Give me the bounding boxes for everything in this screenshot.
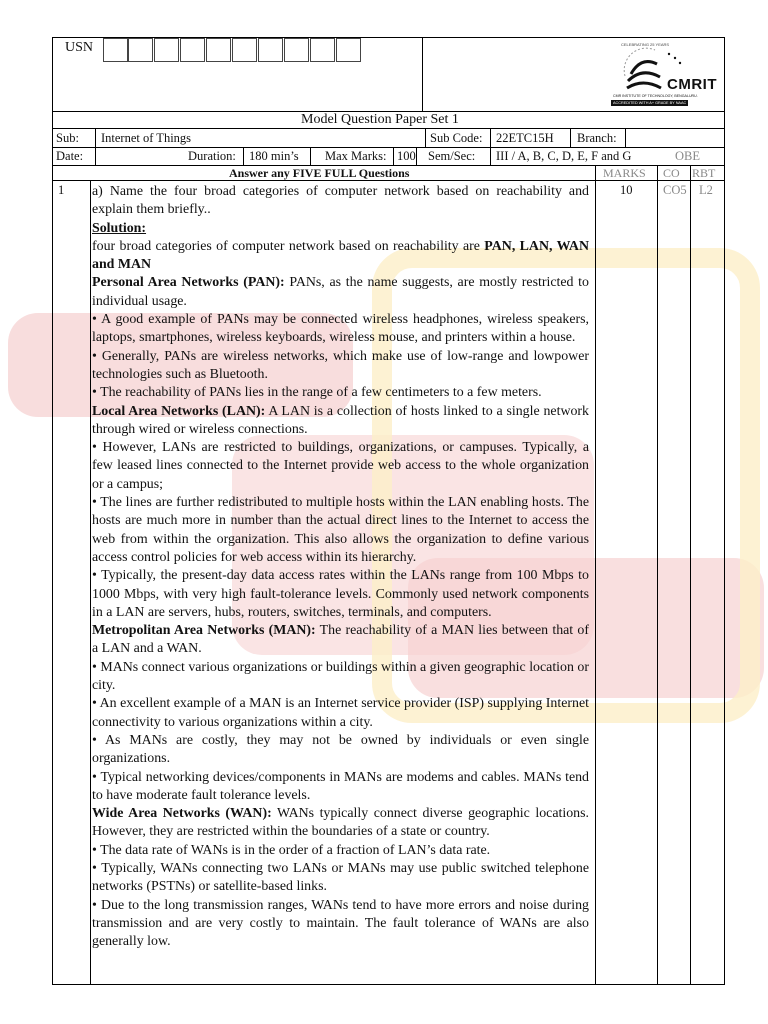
duration-label: Duration: <box>188 149 236 163</box>
institute-logo <box>603 40 721 110</box>
question-marks: 10 <box>620 183 633 197</box>
intro <box>92 238 589 275</box>
solution-label: Solution: <box>92 220 147 236</box>
semsec-value: III / A, B, C, D, E, F and G <box>496 149 632 163</box>
sub-value: Internet of Things <box>101 131 192 145</box>
subcode-value: 22ETC15H <box>496 131 554 145</box>
lan-text: A LAN is a collection of hosts linked to a single network through wired or wireless connections. <box>92 403 589 437</box>
maxmarks-label: Max Marks: <box>325 149 387 163</box>
wan-bullet-2: • Typically, WANs connecting two LANs or MANs may use public switched telephone networks (PSTNs) or satellite-based links. <box>92 860 589 895</box>
pan-bullet-3: • The reachability of PANs lies in the range of a few centimeters to a few meters. <box>92 385 542 401</box>
lan-heading: Local Area Networks (LAN): <box>92 403 266 419</box>
answer-body <box>92 183 589 951</box>
intro-bold: PAN, LAN, WAN and MAN <box>92 238 589 273</box>
col-marks: MARKS <box>603 166 646 180</box>
wan-para <box>92 805 589 842</box>
man-bullet-4: • Typical networking devices/components in MANs are modems and cables. MANs tend to have moderate fault tolerance levels. <box>92 769 589 803</box>
man-bullet-1: • MANs connect various organizations or buildings within a given geographic location or city. <box>92 659 589 694</box>
lan-bullet-3: • Typically, the present-day data access rates within the LANs range from 100 Mbps to 1000 Mbps, with very high fault-tolerance levels. Commonly used network components in a LAN are servers, hubs, routers, switches, terminals, and computers. <box>92 568 589 620</box>
pan-heading: Personal Area Networks (PAN): <box>92 275 285 291</box>
semsec-label: Sem/Sec: <box>428 149 476 163</box>
intro-text: four broad categories of computer network based on reachability are <box>92 238 485 254</box>
instruction: Answer any FIVE FULL Questions <box>229 166 410 180</box>
maxmarks-value: 100 <box>397 149 416 163</box>
wan-bullet-3: • Due to the long transmission ranges, WANs tend to have more errors and noise during transmission and are very costly to maintain. The fault tolerance of WANs are also generally low. <box>92 897 589 950</box>
pan-bullet-1: • A good example of PANs may be connected wireless headphones, wireless speakers, laptops, smartphones, wireless keyboards, wireless mouse, and printers within a house. <box>92 312 589 346</box>
pan-text: PANs, as the name suggests, are mostly restricted to individual usage. <box>92 275 589 309</box>
man-text: The reachability of a MAN lies between that of a LAN and a WAN. <box>92 623 589 657</box>
pan-para <box>92 274 589 311</box>
usn-label: USN <box>65 40 94 55</box>
wan-text: WANs typically connect diverse geographic locations. However, they are restricted within the boundaries of a state or country. <box>92 806 589 840</box>
man-heading: Metropolitan Area Networks (MAN): <box>92 623 316 639</box>
wan-bullet-1: • The data rate of WANs is in the order of a fraction of LAN’s data rate. <box>92 842 491 858</box>
obe-label: OBE <box>675 149 700 163</box>
question-co: CO5 <box>663 183 687 197</box>
man-bullet-3: • As MANs are costly, they may not be owned by individuals or even single organizations. <box>92 732 589 767</box>
logo-brand: CMRIT <box>667 76 717 93</box>
question-number: 1 <box>58 183 65 197</box>
wan-heading: Wide Area Networks (WAN): <box>92 806 272 822</box>
lan-bullet-1: • However, LANs are restricted to buildings, organizations, or campuses. Typically, a few leased lines connected to the Internet provide web access to the whole organization or a campus; <box>92 440 589 492</box>
paper-title: Model Question Paper Set 1 <box>301 112 459 127</box>
pan-bullet-2: • Generally, PANs are wireless networks, which make use of low-range and lowpower technologies such as Bluetooth. <box>92 348 589 382</box>
subcode-label: Sub Code: <box>430 131 483 145</box>
lan-bullet-2: • The lines are further redistributed to multiple hosts within the LAN enabling hosts. The hosts are much more in number than the actual direct lines to the Internet to access the web from within the organization. This also allows the organization to define various access control policies for web access within its hierarchy. <box>92 495 589 565</box>
question-rbt: L2 <box>699 183 713 197</box>
logo-accreditation: ACCREDITED WITH A+ GRADE BY NAAC <box>613 101 687 105</box>
col-co: CO <box>663 166 680 180</box>
lan-para <box>92 403 589 440</box>
branch-label: Branch: <box>577 131 617 145</box>
logo-ring-text: CELEBRATING 25 YEARS <box>621 42 670 47</box>
man-bullet-2: • An excellent example of a MAN is an Internet service provider (ISP) supplying Internet connectivity to various organizations within a city. <box>92 696 589 730</box>
logo-institute: CMR INSTITUTE OF TECHNOLOGY, BENGALURU. <box>613 94 698 98</box>
sub-label: Sub: <box>56 131 79 145</box>
man-para <box>92 622 589 659</box>
date-label: Date: <box>56 149 84 163</box>
col-rbt: RBT <box>692 166 716 180</box>
question-text: a) Name the four broad categories of computer network based on reachability and explain them briefly.. <box>92 184 589 218</box>
duration-value: 180 min’s <box>249 149 299 163</box>
